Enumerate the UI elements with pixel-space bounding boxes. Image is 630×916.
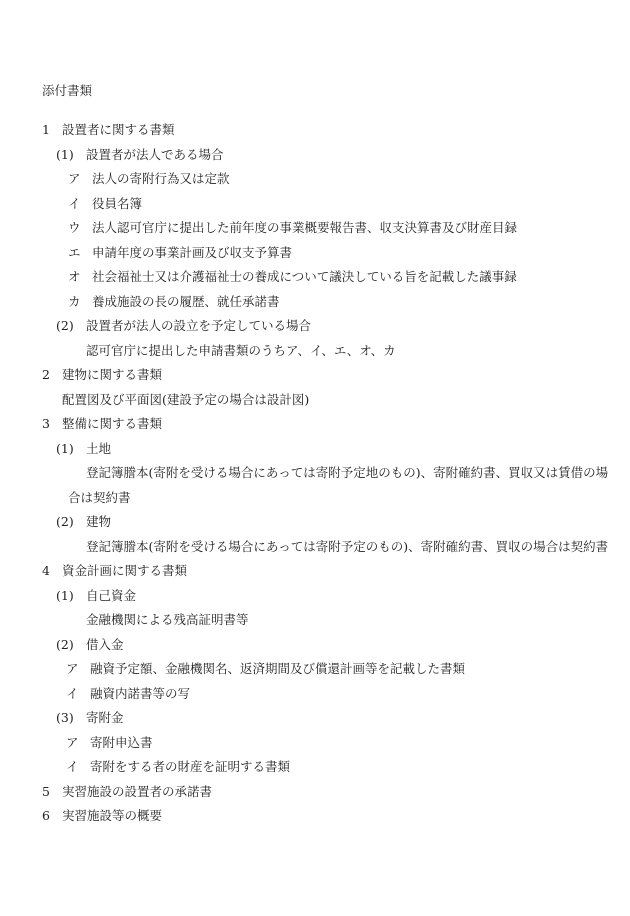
document-title: 添付書類: [42, 83, 93, 98]
list-item: [0, 587, 630, 615]
list-item: [0, 663, 630, 688]
list-item: [0, 734, 630, 762]
item-number: (2): [56, 514, 74, 529]
list-item: [0, 614, 630, 639]
item-text: 建物: [86, 514, 112, 529]
item-text: 融資内諾書等の写: [90, 685, 191, 701]
list-item: [0, 293, 630, 321]
item-text: 設置者に関する書類: [62, 122, 175, 137]
item-number: イ: [66, 685, 79, 701]
list-item: [0, 195, 630, 223]
item-text: 実習施設の設置者の承諾書: [62, 783, 213, 799]
item-text: 寄附申込書: [90, 734, 153, 750]
item-text: 自己資金: [86, 587, 137, 603]
item-text: 配置図及び平面図(建設予定の場合は設計図): [62, 391, 310, 407]
item-text: 寄附をする者の財産を証明する書類: [90, 759, 291, 774]
item-number: 3: [42, 416, 50, 431]
item-text: 整備に関する書類: [62, 416, 163, 431]
list-item: [0, 565, 630, 590]
item-number: 1: [42, 122, 50, 137]
item-number: (1): [56, 146, 74, 162]
item-text: 設置者が法人の設立を予定している場合: [86, 318, 312, 333]
item-number: イ: [68, 195, 81, 211]
list-item: [0, 124, 630, 149]
item-text: 設置者が法人である場合: [86, 146, 224, 162]
attachment-list: [0, 124, 630, 835]
item-number: 2: [42, 367, 50, 382]
item-number: イ: [66, 759, 79, 774]
item-number: ア: [66, 734, 79, 750]
item-number: 6: [42, 808, 50, 823]
list-item: [0, 636, 630, 664]
item-text: 認可官庁に提出した申請書類のうちア、イ、エ、オ、カ: [86, 342, 396, 358]
item-number: ア: [68, 171, 81, 186]
list-item: [0, 810, 630, 835]
list-item: [0, 222, 630, 247]
list-item: [0, 146, 630, 174]
list-item: [0, 783, 630, 811]
item-text: 役員名簿: [92, 195, 143, 211]
item-number: オ: [68, 269, 81, 284]
list-item: [0, 467, 630, 492]
item-number: (2): [56, 318, 74, 333]
item-text: 登記簿謄本(寄附を受ける場合にあっては寄附予定のもの)、寄附確約書、買収の場合は契約書: [86, 538, 609, 554]
list-item: [0, 489, 630, 517]
list-item: [0, 761, 630, 786]
item-number: エ: [68, 244, 81, 260]
list-item: [0, 418, 630, 443]
item-text: 合は契約書: [68, 489, 131, 505]
list-item: [0, 244, 630, 272]
list-item: [0, 440, 630, 468]
list-item: [0, 391, 630, 419]
item-number: ア: [66, 661, 79, 676]
item-text: 融資予定額、金融機関名、返済期間及び償還計画等を記載した書類: [90, 661, 466, 676]
list-item: [0, 271, 630, 296]
item-text: 法人の寄附行為又は定款: [92, 171, 230, 186]
item-text: 資金計画に関する書類: [62, 563, 188, 578]
item-number: 5: [42, 783, 50, 799]
item-number: (3): [56, 710, 74, 725]
item-number: (2): [56, 636, 74, 652]
item-text: 建物に関する書類: [62, 367, 163, 382]
item-text: 実習施設等の概要: [62, 808, 163, 823]
item-text: 登記簿謄本(寄附を受ける場合にあっては寄附予定地のもの)、寄附確約書、買収又は賃借の場: [86, 465, 609, 480]
item-text: 土地: [86, 440, 112, 456]
list-item: [0, 538, 630, 566]
item-number: (1): [56, 440, 74, 456]
list-item: [0, 712, 630, 737]
item-text: 寄附金: [86, 710, 124, 725]
item-text: 申請年度の事業計画及び収支予算書: [92, 244, 293, 260]
list-item: [0, 516, 630, 541]
item-text: 養成施設の長の履歴、就任承諾書: [92, 293, 280, 309]
list-item: [0, 685, 630, 713]
list-item: [0, 320, 630, 345]
list-item: [0, 369, 630, 394]
item-text: 法人認可官庁に提出した前年度の事業概要報告書、収支決算書及び財産目録: [92, 220, 518, 235]
item-number: (1): [56, 587, 74, 603]
list-item: [0, 173, 630, 198]
item-text: 借入金: [86, 636, 124, 652]
list-item: [0, 342, 630, 370]
item-text: 金融機関による残高証明書等: [86, 612, 249, 627]
item-text: 社会福祉士又は介護福祉士の養成について議決している旨を記載した議事録: [92, 269, 517, 284]
item-number: ウ: [68, 220, 81, 235]
item-number: カ: [68, 293, 81, 309]
item-number: 4: [42, 563, 50, 578]
